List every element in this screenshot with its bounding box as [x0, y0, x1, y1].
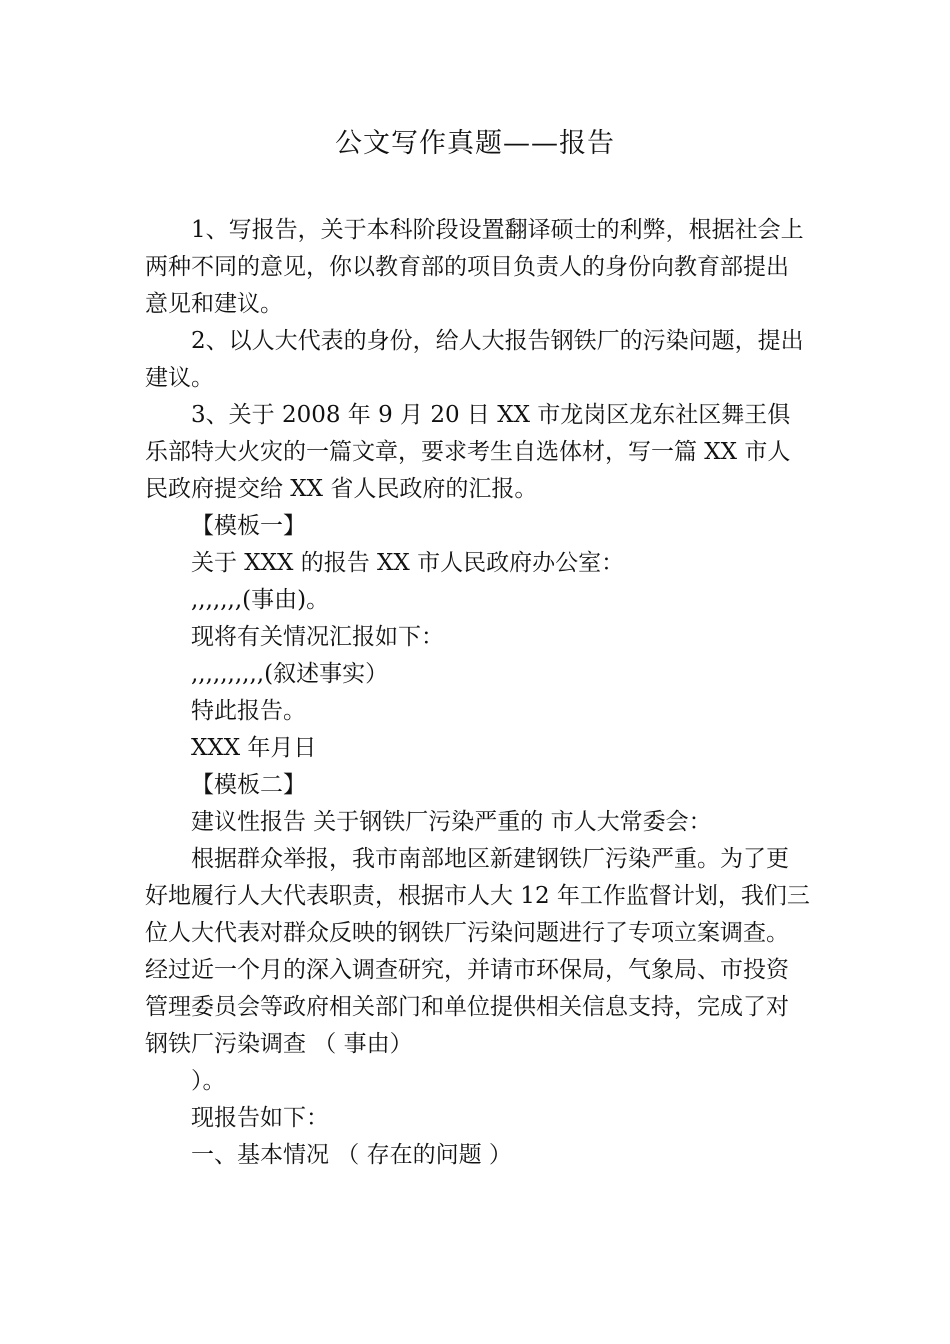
- template-1-line-6: XXX 年月日: [191, 735, 317, 761]
- document-title: 公文写作真题——报告: [335, 128, 615, 159]
- template-2-line-4: 一、基本情况 （ 存在的问题 ）: [191, 1142, 512, 1168]
- question-2: 2、以人大代表的身份，给人大报告钢铁厂的污染问题，提出建议。: [145, 328, 804, 391]
- template-2-heading: 【模板二】: [191, 772, 306, 798]
- question-1: 1、写报告，关于本科阶段设置翻译硕士的利弊，根据社会上两种不同的意见，你以教育部的项目负责人的身份向教育部提出意见和建议。: [145, 217, 804, 317]
- template-1-heading: 【模板一】: [191, 513, 306, 539]
- question-3: 3、关于 2008 年 9 月 20 日 XX 市龙岗区龙东社区舞王俱乐部特大火灾的一篇文章，要求考生自选体材，写一篇 XX 市人民政府提交给 XX 省人民政府的汇报。: [145, 402, 791, 502]
- template-1-line-3: 现将有关情况汇报如下：: [191, 624, 444, 650]
- template-1-line-4: ,,,,,,,,,,(叙述事实）: [191, 661, 389, 687]
- template-1-line-2: ,,,,,,,(事由)。: [191, 587, 330, 613]
- template-2-line-2: ）。: [191, 1068, 226, 1094]
- template-1-line-5: 特此报告。: [191, 698, 306, 724]
- template-2-line-3: 现报告如下：: [191, 1105, 329, 1131]
- template-2-line-1: 建议性报告 关于钢铁厂污染严重的 市人大常委会：: [191, 809, 712, 835]
- document-body: [145, 212, 810, 1174]
- template-1-line-1: 关于 XXX 的报告 XX 市人民政府办公室：: [191, 550, 625, 576]
- template-2-paragraph: 根据群众举报，我市南部地区新建钢铁厂污染严重。为了更好地履行人大代表职责，根据市人大 12 年工作监督计划，我们三位人大代表对群众反映的钢铁厂污染问题进行了专项立案调查。经过近一个月的深入调查研究，并请市环保局，气象局、市投资管理委员会等政府相关部门和单位提供相关信息支持，完成了对钢铁厂污染调查 （ 事由）: [145, 846, 810, 1057]
